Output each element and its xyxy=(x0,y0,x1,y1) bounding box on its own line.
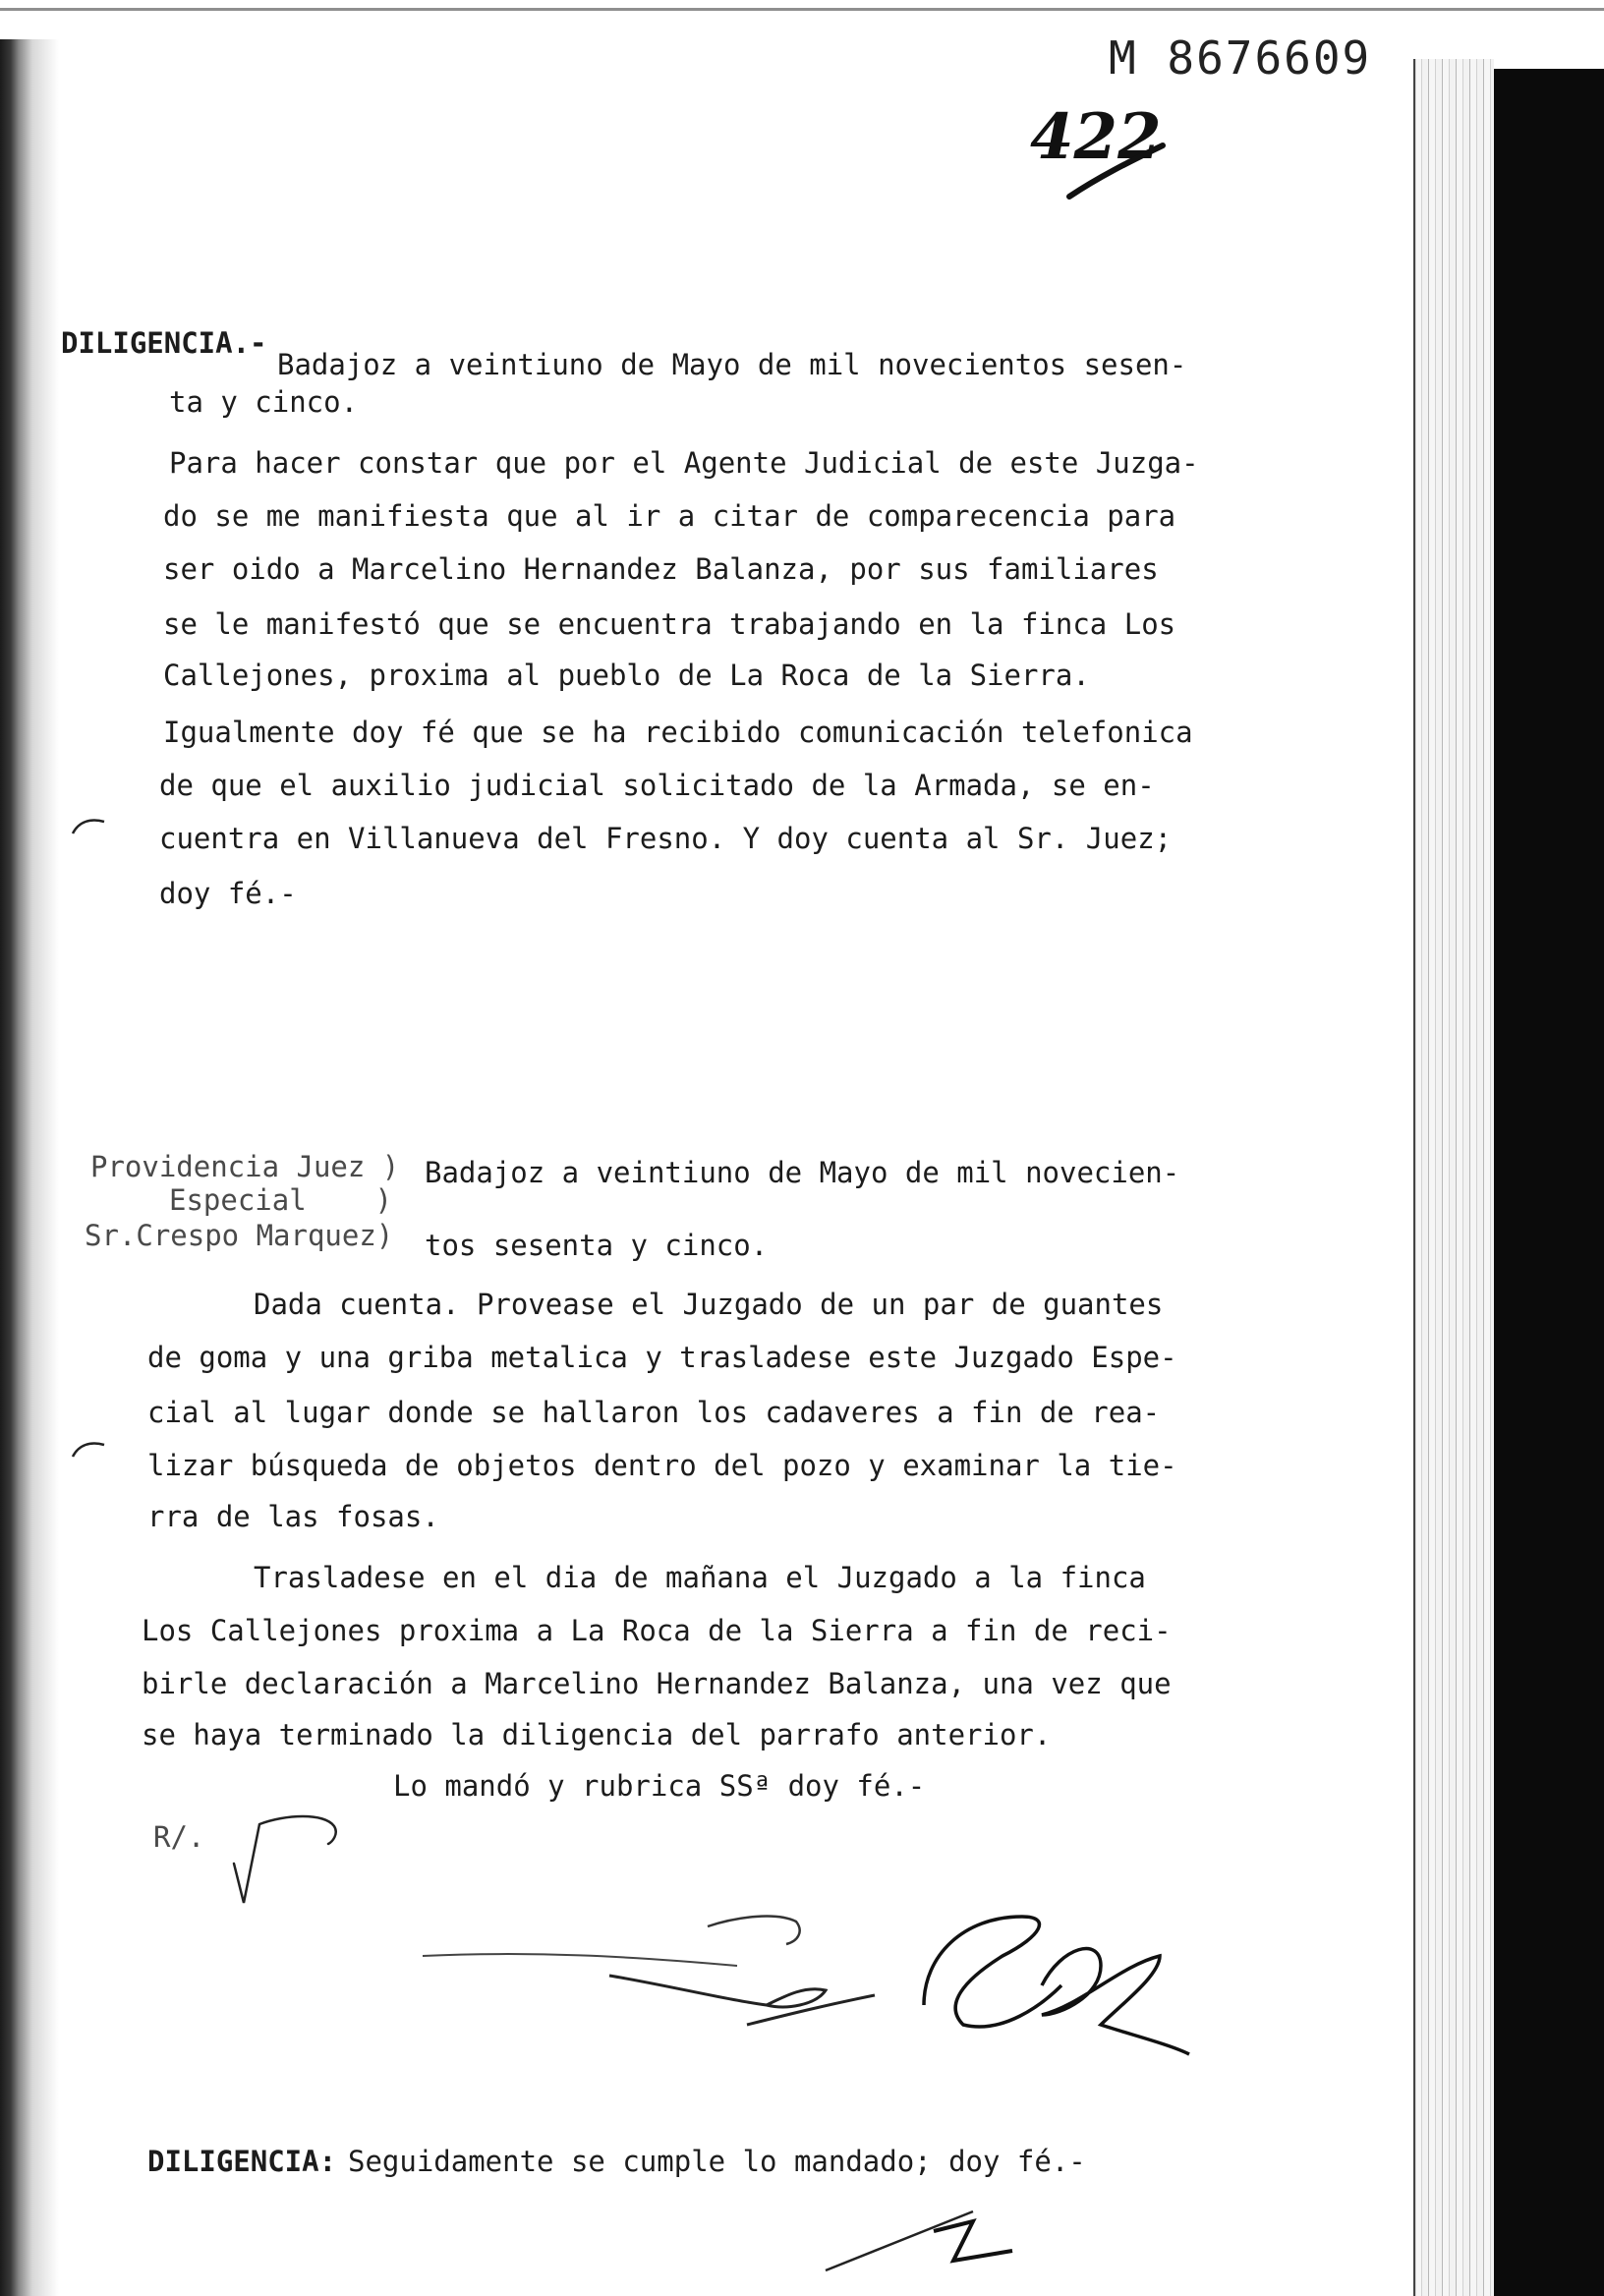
diligencia-1-line: cuentra en Villanueva del Fresno. Y doy cuenta al Sr. Juez; xyxy=(159,822,1173,855)
providencia-line: rra de las fosas. xyxy=(147,1500,439,1533)
rubric-mark xyxy=(226,1805,354,1913)
diligencia-1-line: Igualmente doy fé que se ha recibido comunicación telefonica xyxy=(163,716,1193,749)
providencia-line: Badajoz a veintiuno de Mayo de mil novecien- xyxy=(425,1156,1180,1189)
right-dark-margin xyxy=(1494,69,1604,2296)
right-page-edges xyxy=(1415,59,1494,2296)
providencia-line: tos sesenta y cinco. xyxy=(425,1229,769,1262)
providencia-line: Lo mandó y rubrica SSª doy fé.- xyxy=(393,1769,926,1803)
providencia-margin-line: Especial ) xyxy=(169,1183,392,1217)
folio-number: 422 xyxy=(1030,100,1162,174)
diligencia-2-text: Seguidamente se cumple lo mandado; doy fé.- xyxy=(348,2145,1086,2178)
margin-bracket-mark xyxy=(69,814,108,837)
diligencia-1-line: do se me manifiesta que al ir a citar de comparecencia para xyxy=(163,499,1176,533)
diligencia-1-line: ser oido a Marcelino Hernandez Balanza, por sus familiares xyxy=(163,552,1159,586)
signature xyxy=(413,1897,1219,2113)
left-binding-shadow xyxy=(0,39,59,2296)
providencia-line: Dada cuenta. Provease el Juzgado de un par de guantes xyxy=(254,1288,1164,1321)
providencia-margin-line: Providencia Juez ) xyxy=(90,1150,400,1183)
providencia-line: lizar búsqueda de objetos dentro del pozo y examinar la tie- xyxy=(147,1449,1177,1482)
diligencia-1-line: doy fé.- xyxy=(159,877,297,910)
providencia-line: Los Callejones proxima a La Roca de la Sierra a fin de reci- xyxy=(142,1614,1172,1647)
providencia-line: se haya terminado la diligencia del parrafo anterior. xyxy=(142,1718,1052,1751)
diligencia-1-label: DILIGENCIA.- xyxy=(61,326,267,360)
diligencia-1-line: ta y cinco. xyxy=(169,385,359,419)
diligencia-1-line: de que el auxilio judicial solicitado de la Armada, se en- xyxy=(159,769,1155,802)
diligencia-1-line: Para hacer constar que por el Agente Judicial de este Juzga- xyxy=(169,446,1199,480)
diligencia-1-line: Callejones, proxima al pueblo de La Roca de la Sierra. xyxy=(163,659,1090,692)
providencia-line: cial al lugar donde se hallaron los cadaveres a fin de rea- xyxy=(147,1396,1161,1429)
margin-bracket-mark xyxy=(69,1437,108,1461)
providencia-line: Trasladese en el dia de mañana el Juzgado a la finca xyxy=(254,1561,1146,1594)
diligencia-1-line: se le manifestó que se encuentra trabajando en la finca Los xyxy=(163,607,1176,641)
initials-mark xyxy=(816,2182,1052,2280)
folio-underline-mark xyxy=(1060,118,1168,206)
providencia-margin-line: Sr.Crespo Marquez) xyxy=(85,1219,394,1252)
providencia-line: birle declaración a Marcelino Hernandez Balanza, una vez que xyxy=(142,1667,1172,1700)
diligencia-2-label: DILIGENCIA: xyxy=(147,2145,337,2178)
diligencia-1-line: Badajoz a veintiuno de Mayo de mil novecientos sesen- xyxy=(277,348,1187,381)
serial-number: M 8676609 xyxy=(1109,31,1372,85)
rubric-label: R/. xyxy=(153,1820,205,1854)
providencia-line: de goma y una griba metalica y trasladese este Juzgado Espe- xyxy=(147,1341,1177,1374)
top-border xyxy=(0,8,1604,11)
